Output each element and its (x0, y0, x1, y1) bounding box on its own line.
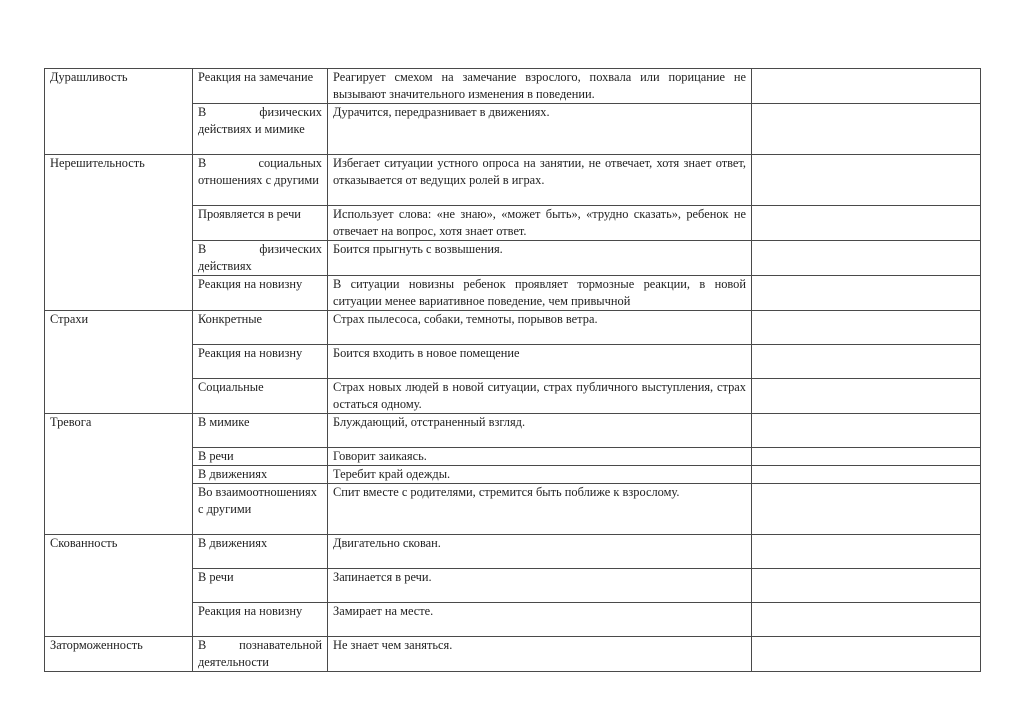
note-cell (752, 241, 981, 276)
manifestation-cell: Реакция на новизну (193, 603, 328, 637)
manifestation-cell: В мимике (193, 414, 328, 448)
manifestation-cell: В познавательной деятельности (193, 637, 328, 672)
description-cell: Запинается в речи. (328, 569, 752, 603)
category-cell: Заторможенность (45, 637, 193, 672)
note-cell (752, 448, 981, 466)
note-cell (752, 379, 981, 414)
category-cell: Дурашливость (45, 69, 193, 155)
manifestation-cell: Конкретные (193, 311, 328, 345)
table-row (45, 535, 981, 569)
behavior-table (44, 68, 981, 672)
table-row (45, 311, 981, 345)
table-row (45, 155, 981, 206)
manifestation-cell: В речи (193, 569, 328, 603)
description-cell: Не знает чем заняться. (328, 637, 752, 672)
note-cell (752, 414, 981, 448)
manifestation-cell: Проявляется в речи (193, 206, 328, 241)
description-cell: Теребит край одежды. (328, 466, 752, 484)
description-cell: Блуждающий, отстраненный взгляд. (328, 414, 752, 448)
note-cell (752, 637, 981, 672)
table-row (45, 637, 981, 672)
note-cell (752, 345, 981, 379)
table-row (45, 69, 981, 104)
note-cell (752, 311, 981, 345)
description-cell: Страх новых людей в новой ситуации, страх публичного выступления, страх остаться одному. (328, 379, 752, 414)
description-cell: Реагирует смехом на замечание взрослого, похвала или порицание не вызывают значительного изменения в поведении. (328, 69, 752, 104)
note-cell (752, 484, 981, 535)
description-cell: Говорит заикаясь. (328, 448, 752, 466)
manifestation-cell: В речи (193, 448, 328, 466)
manifestation-cell: В физических действиях (193, 241, 328, 276)
description-cell: Замирает на месте. (328, 603, 752, 637)
category-cell: Тревога (45, 414, 193, 535)
manifestation-cell: В движениях (193, 466, 328, 484)
manifestation-cell: Во взаимоотношениях с другими (193, 484, 328, 535)
category-cell: Страхи (45, 311, 193, 414)
description-cell: Страх пылесоса, собаки, темноты, порывов ветра. (328, 311, 752, 345)
note-cell (752, 104, 981, 155)
description-cell: В ситуации новизны ребенок проявляет тормозные реакции, в новой ситуации менее вариативное поведение, чем привычной (328, 276, 752, 311)
note-cell (752, 155, 981, 206)
table-row (45, 414, 981, 448)
manifestation-cell: Реакция на замечание (193, 69, 328, 104)
note-cell (752, 603, 981, 637)
manifestation-cell: В социальных отношениях с другими (193, 155, 328, 206)
description-cell: Двигательно скован. (328, 535, 752, 569)
description-cell: Использует слова: «не знаю», «может быть», «трудно сказать», ребенок не отвечает на вопрос, хотя знает ответ. (328, 206, 752, 241)
description-cell: Боится прыгнуть с возвышения. (328, 241, 752, 276)
manifestation-cell: Социальные (193, 379, 328, 414)
note-cell (752, 569, 981, 603)
manifestation-cell: В физических действиях и мимике (193, 104, 328, 155)
manifestation-cell: Реакция на новизну (193, 276, 328, 311)
note-cell (752, 69, 981, 104)
note-cell (752, 206, 981, 241)
category-cell: Скованность (45, 535, 193, 637)
manifestation-cell: В движениях (193, 535, 328, 569)
note-cell (752, 535, 981, 569)
description-cell: Дурачится, передразнивает в движениях. (328, 104, 752, 155)
description-cell: Избегает ситуации устного опроса на занятии, не отвечает, хотя знает ответ, отказывается от ведущих ролей в играх. (328, 155, 752, 206)
manifestation-cell: Реакция на новизну (193, 345, 328, 379)
description-cell: Боится входить в новое помещение (328, 345, 752, 379)
description-cell: Спит вместе с родителями, стремится быть поближе к взрослому. (328, 484, 752, 535)
note-cell (752, 276, 981, 311)
category-cell: Нерешительность (45, 155, 193, 311)
note-cell (752, 466, 981, 484)
document-page (44, 68, 980, 672)
